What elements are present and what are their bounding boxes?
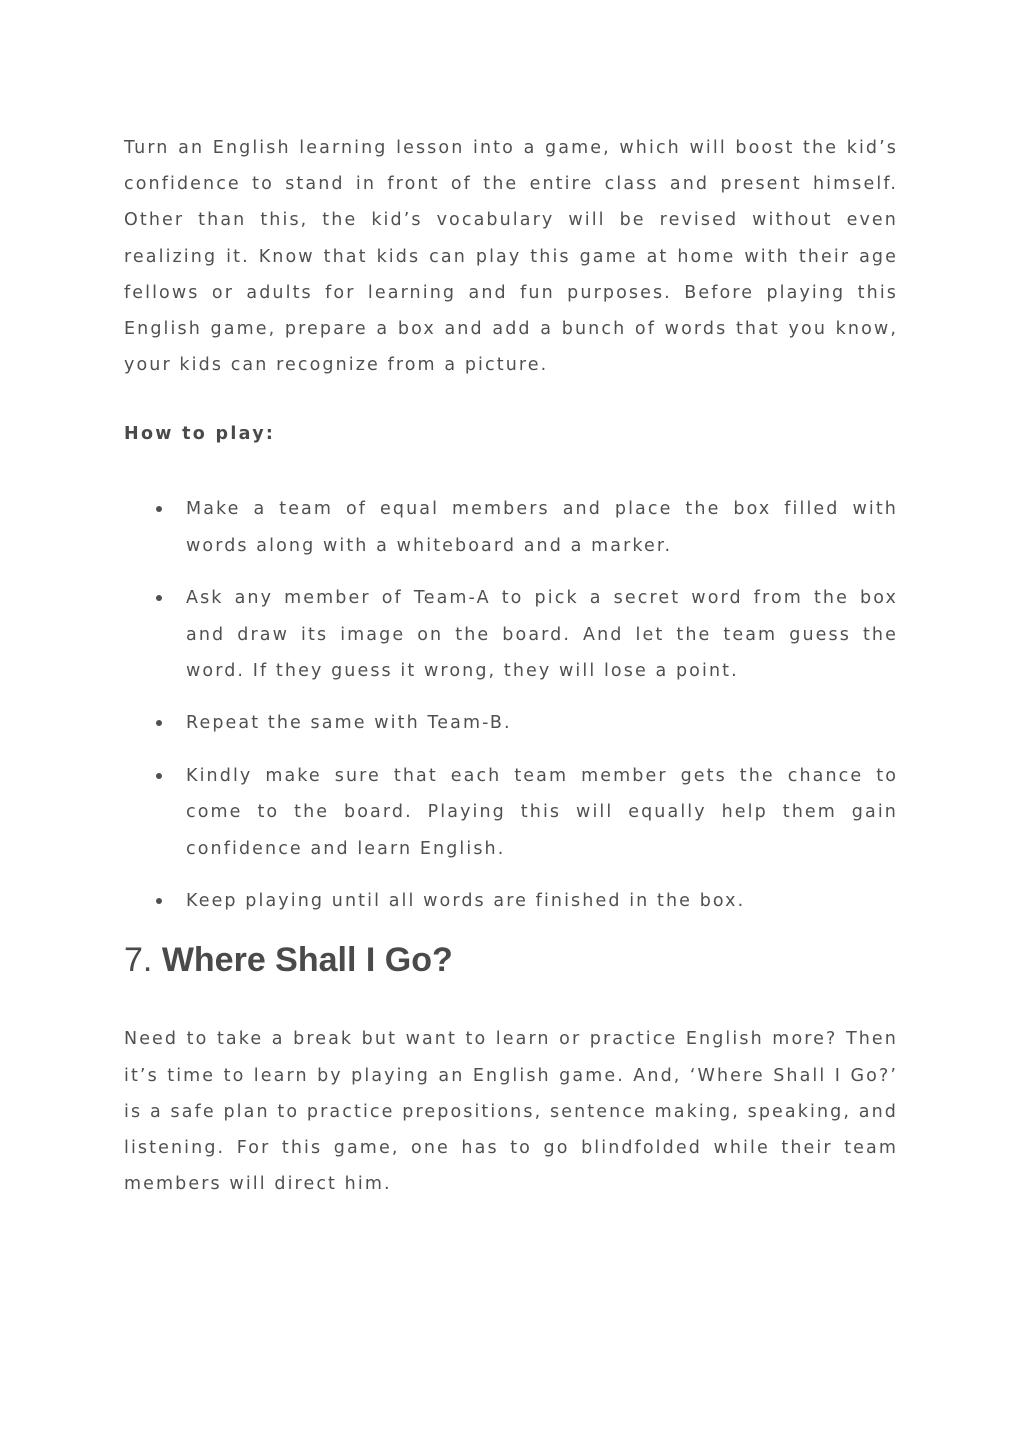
list-item	[124, 883, 898, 919]
section-heading	[124, 937, 898, 983]
step-text: Kindly make sure that each team member gets the chance to come to the board. Playing this will equally help them gain confidence and learn English.	[186, 766, 898, 859]
section-paragraph: Need to take a break but want to learn or practice English more? Then it’s time to learn by playing an English game. And, ‘Where Shall I Go?’ is a safe plan to practice prepositions, sentence making, speaking, and listening. For this game, one has to go blindfolded while their team members will direct him.	[124, 1029, 898, 1195]
how-to-play-label: How to play:	[124, 424, 276, 445]
article-content	[124, 130, 898, 1202]
section-number: 7.	[124, 941, 153, 980]
step-text: Repeat the same with Team-B.	[186, 713, 512, 734]
bullet-icon	[156, 595, 162, 601]
list-item	[124, 580, 898, 689]
list-item	[124, 705, 898, 741]
step-text: Keep playing until all words are finished in the box.	[186, 891, 746, 912]
step-text: Make a team of equal members and place the box filled with words along with a whiteboard and a marker.	[186, 499, 898, 556]
intro-paragraph: Turn an English learning lesson into a game, which will boost the kid’s confidence to stand in front of the entire class and present himself. Other than this, the kid’s vocabulary will be revised without even realizing it. Know that kids can play this game at home with their age fellows or adults for learning and fun purposes. Before playing this English game, prepare a box and add a bunch of words that you know, your kids can recognize from a picture.	[124, 138, 898, 376]
step-text: Ask any member of Team-A to pick a secret word from the box and draw its image on the board. And let the team guess the word. If they guess it wrong, they will lose a point.	[186, 588, 898, 681]
bullet-icon	[156, 506, 162, 512]
section-title: Where Shall I Go?	[161, 941, 453, 980]
list-item	[124, 758, 898, 867]
bullet-icon	[156, 898, 162, 904]
bullet-icon	[156, 773, 162, 779]
list-item	[124, 491, 898, 563]
steps-list	[124, 491, 898, 919]
bullet-icon	[156, 720, 162, 726]
